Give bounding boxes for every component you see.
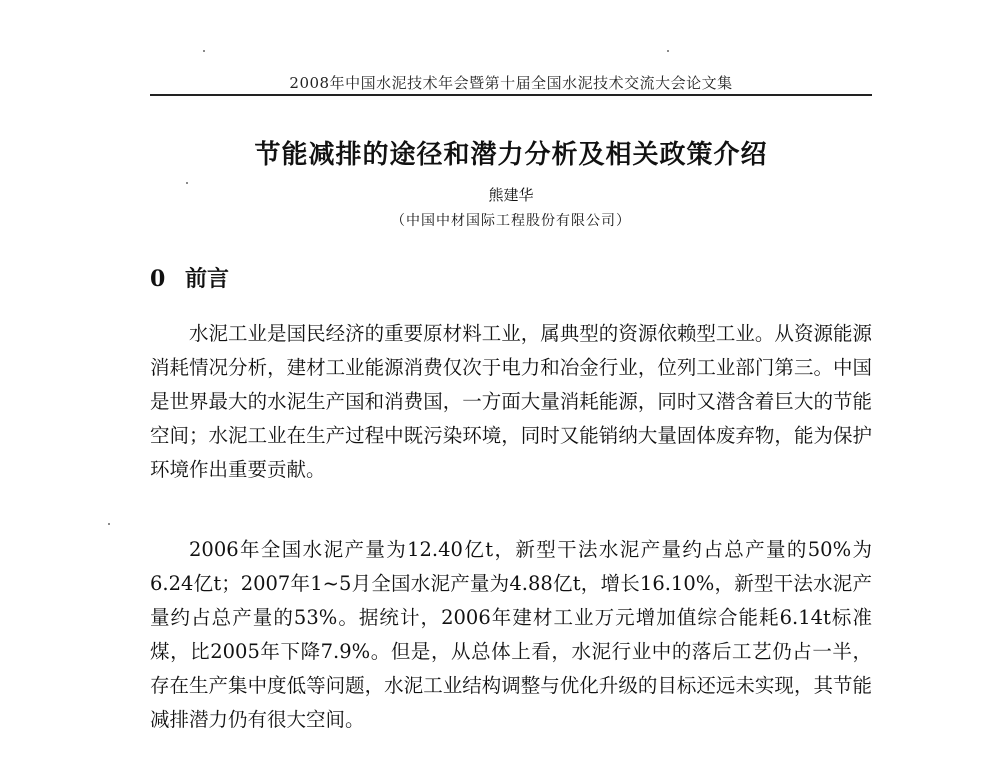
section-number: 0	[150, 266, 166, 292]
scan-speck	[186, 182, 188, 184]
paragraph-intro: 水泥工业是国民经济的重要原材料工业，属典型的资源依赖型工业。从资源能源消耗情况分析，建材工业能源消费仅次于电力和冶金行业，位列工业部门第三。中国是世界最大的水泥生产国和消费国，一方面大量消耗能源，同时又潜含着巨大的节能空间；水泥工业在生产过程中既污染环境，同时又能销纳大量固体废弃物，能为保护环境作出重要贡献。	[150, 322, 872, 481]
paragraph-statistics: 2006年全国水泥产量为12.40亿t，新型干法水泥产量约占总产量的50%为6.24亿t；2007年1~5月全国水泥产量为4.88亿t，增长16.10%，新型干法水泥产量约占总产量的53%。据统计，2006年建材工业万元增加值综合能耗6.14t标准煤，比2005年下降7.9%。但是，从总体上看，水泥行业中的落后工艺仍占一半，存在生产集中度低等问题，水泥工业结构调整与优化升级的目标还远未实现，其节能减排潜力仍有很大空间。	[150, 538, 872, 731]
author-name: 熊建华	[488, 186, 534, 204]
running-header: 2008年中国水泥技术年会暨第十届全国水泥技术交流大会论文集	[289, 74, 733, 92]
scan-speck	[667, 50, 669, 52]
section-heading	[150, 262, 229, 293]
scan-speck	[203, 50, 205, 52]
header-rule	[150, 94, 872, 96]
scan-speck	[108, 523, 110, 525]
paper-title: 节能减排的途径和潜力分析及相关政策介绍	[254, 140, 768, 170]
section-title: 前言	[184, 266, 229, 292]
author-affiliation: （中国中材国际工程股份有限公司）	[391, 213, 631, 229]
